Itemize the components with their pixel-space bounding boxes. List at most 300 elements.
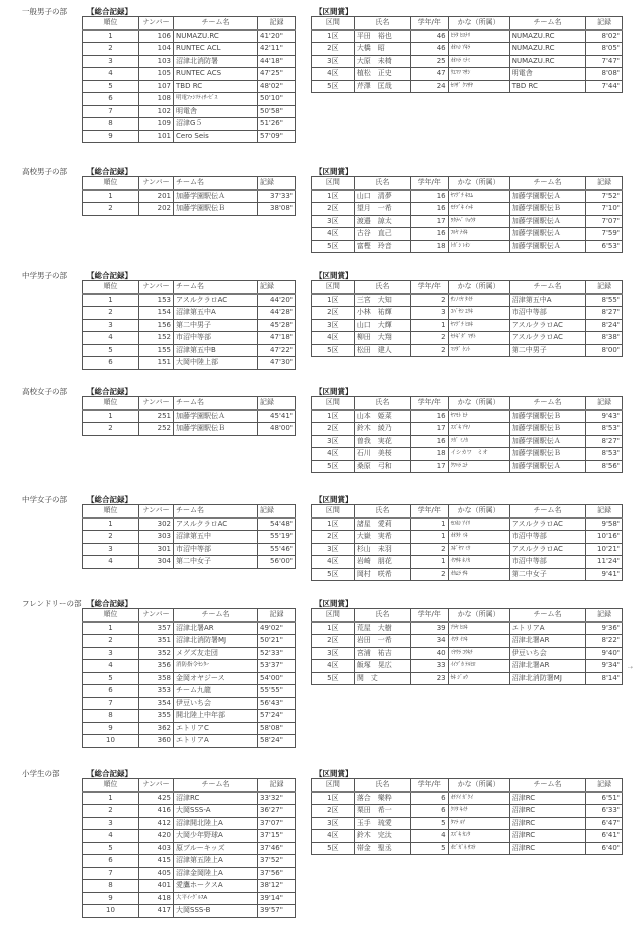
cell-rank: 6 [83,357,139,370]
cell-team: アスルクラロAC [174,294,258,307]
cell-time: 9'34" [586,660,623,673]
overall-results-table [82,504,296,569]
cell-kana: ﾓﾁﾂﾞｷ ｲｯｷ [448,203,509,216]
cell-time: 8'02" [586,30,623,43]
cell-time: 38'08" [258,203,296,216]
cell-team: 市沼中等部 [174,543,258,556]
table-header-row [312,609,623,622]
cell-num: 154 [139,307,174,320]
cell-team: 開北陸上中年部 [174,710,258,723]
column-header-leg: 区間 [312,397,355,410]
cell-time: 10'16" [586,531,623,544]
cell-name: 古谷 直己 [354,228,410,241]
table-row [312,518,623,531]
cell-kana: ｽｷﾞﾔﾏ ﾐｳ [448,543,509,556]
cell-num: 360 [139,735,174,748]
table-row [312,672,623,685]
column-header-leg: 区間 [312,281,355,294]
column-header-leg: 区間 [312,505,355,518]
cell-time: 56'00" [258,556,296,569]
cell-grade: 46 [410,43,448,56]
cell-team: RUNTEC ACL [174,43,258,56]
cell-leg: 2区 [312,43,355,56]
cell-kana: ﾋﾗﾀ ﾋﾛﾅﾘ [448,30,509,43]
cell-name: 曽我 実花 [354,435,410,448]
cell-rank: 5 [83,672,139,685]
section-award-table [311,608,623,685]
cell-team: 加藤学園駅伝Ａ [509,435,585,448]
column-header-team: チーム名 [174,779,258,792]
cell-grade: 16 [410,228,448,241]
table-header-row [312,17,623,30]
cell-rank: 5 [83,842,139,855]
cell-kana: ﾐﾔｳﾗ ｺｳｷﾁ [448,647,509,660]
cell-name: 宮浦 祐吉 [354,647,410,660]
cell-kana: ｻﾝﾉﾐﾔ ﾀｲﾁ [448,294,509,307]
cell-time: 36'27" [258,805,296,818]
cell-leg: 2区 [312,805,355,818]
cell-leg: 2区 [312,531,355,544]
cell-grade: 16 [410,190,448,203]
cell-team: 大岡SSS-A [174,805,258,818]
column-header-leg: 区間 [312,17,355,30]
column-header-grade: 学年/年 [410,609,448,622]
cell-leg: 2区 [312,203,355,216]
table-row [83,319,296,332]
section-award-table [311,778,623,855]
cell-grade: 6 [410,792,448,805]
cell-time: 8'22" [586,635,623,648]
cell-time: 9'58" [586,518,623,531]
cell-team: 沼津北署AR [509,660,585,673]
cell-name: 大橋 昭 [354,43,410,56]
cell-name: 荒屋 大樹 [354,622,410,635]
cell-kana: ｲﾜｻｷ ﾎﾉｶ [448,556,509,569]
cell-time: 56'43" [258,697,296,710]
column-header-team: チーム名 [509,177,585,190]
cell-name: 植松 正史 [354,68,410,81]
cell-name: 大原 未椅 [354,55,410,68]
table-row [83,792,296,805]
cell-num: 355 [139,710,174,723]
cell-team: アスルクラロAC [509,319,585,332]
cell-kana: ｾｷ ｼﾞｮｳ [448,672,509,685]
column-header-time: 記録 [586,177,623,190]
section-award-table [311,176,623,253]
cell-num: 108 [139,93,174,106]
cell-leg: 3区 [312,817,355,830]
cell-leg: 3区 [312,647,355,660]
cell-team: 沼津第五中 [174,531,258,544]
column-header-number: ナンバー [139,609,174,622]
cell-team: RUNTEC ACS [174,68,258,81]
cell-grade: 5 [410,817,448,830]
cell-rank: 3 [83,543,139,556]
overall-results-table [82,280,296,370]
cell-team: 加藤学園駅伝Ｂ [509,410,585,423]
cell-rank: 2 [83,43,139,56]
division-label: 一般男子の部 [22,7,67,16]
cell-grade: 46 [410,30,448,43]
table-row [312,568,623,581]
table-row [312,240,623,253]
cell-time: 8'24" [586,319,623,332]
cell-num: 302 [139,518,174,531]
cell-name: 杉山 未羽 [354,543,410,556]
table-row [83,735,296,748]
cell-num: 109 [139,118,174,131]
cell-num: 418 [139,892,174,905]
column-header-leg: 区間 [312,779,355,792]
overall-results-title: 【総合記録】 [87,387,132,396]
cell-grade: 18 [410,240,448,253]
cell-team: 加藤学園駅伝Ｂ [174,203,258,216]
cell-time: 8'27" [586,435,623,448]
table-header-row [312,281,623,294]
cell-team: アスルクラロAC [509,543,585,556]
column-header-leg: 区間 [312,609,355,622]
cell-team: NUMAZU.RC [509,43,585,56]
cell-leg: 1区 [312,190,355,203]
cell-num: 201 [139,190,174,203]
column-header-name: 氏名 [354,17,410,30]
column-header-grade: 学年/年 [410,17,448,30]
cell-num: 425 [139,792,174,805]
cell-time: 6'53" [586,240,623,253]
cell-team: 明電ﾌｧｼﾘﾃｨｻｰﾋﾞｽ [174,93,258,106]
cell-rank: 7 [83,697,139,710]
cell-leg: 4区 [312,556,355,569]
column-header-kana: かな（所属） [448,397,509,410]
table-row [83,842,296,855]
table-header-row [83,779,296,792]
table-header-row [312,779,623,792]
cell-name: 渡邉 諒太 [354,215,410,228]
cell-team: 第二中女子 [509,568,585,581]
column-header-kana: かな（所属） [448,609,509,622]
cell-time: 47'18" [258,332,296,345]
table-row [312,319,623,332]
division-label: 小学生の部 [22,769,60,778]
cell-name: 山本 姫菜 [354,410,410,423]
overall-results-title: 【総合記録】 [87,599,132,608]
overall-results-table [82,608,296,748]
cell-num: 357 [139,622,174,635]
table-row [312,80,623,93]
table-row [312,68,623,81]
section-award-title: 【区間賞】 [315,495,353,504]
cell-name: 諸星 愛莉 [354,518,410,531]
cell-time: 53'37" [258,660,296,673]
cell-name: 三宮 大知 [354,294,410,307]
cell-team: 沼津金岡陸上A [174,867,258,880]
table-row [83,556,296,569]
cell-num: 155 [139,344,174,357]
table-row [83,344,296,357]
cell-kana: ｾﾘｻﾞ ｸﾏｻﾔ [448,80,509,93]
column-header-rank: 順位 [83,609,139,622]
overall-results-title: 【総合記録】 [87,167,132,176]
cell-kana: ｱﾗﾔ ﾋﾛｷ [448,622,509,635]
cell-rank: 2 [83,635,139,648]
cell-rank: 5 [83,344,139,357]
cell-team: 沼津RC [509,842,585,855]
table-row [312,792,623,805]
cell-time: 50'10" [258,93,296,106]
cell-time: 58'08" [258,722,296,735]
cell-num: 104 [139,43,174,56]
cell-leg: 5区 [312,344,355,357]
cell-rank: 10 [83,905,139,918]
cell-time: 41'20" [258,30,296,43]
cell-grade: 6 [410,805,448,818]
overall-results-table [82,778,296,918]
column-header-time: 記録 [258,609,296,622]
cell-kana: ｵﾁｱｲ ｶﾞｸｲ [448,792,509,805]
cell-time: 10'21" [586,543,623,556]
table-row [83,55,296,68]
section-award-title: 【区間賞】 [315,769,353,778]
table-header-row [83,505,296,518]
cell-num: 420 [139,830,174,843]
cell-rank: 7 [83,105,139,118]
section-award-title: 【区間賞】 [315,387,353,396]
table-row [83,43,296,56]
column-header-rank: 順位 [83,281,139,294]
cell-team: 沼津RC [509,830,585,843]
column-header-number: ナンバー [139,281,174,294]
table-row [83,855,296,868]
cell-team: 明電舎 [174,105,258,118]
cell-time: 44'20" [258,294,296,307]
cell-kana: ｵｵﾀｹ ﾐｷ [448,531,509,544]
cell-name: 玉手 琉愛 [354,817,410,830]
cell-time: 50'21" [258,635,296,648]
table-header-row [312,505,623,518]
cell-time: 37'46" [258,842,296,855]
division-label: 高校男子の部 [22,167,67,176]
cell-leg: 2区 [312,307,355,320]
cell-leg: 4区 [312,332,355,345]
section-award-title: 【区間賞】 [315,167,353,176]
column-header-number: ナンバー [139,397,174,410]
cell-time: 47'22" [258,344,296,357]
cell-rank: 6 [83,685,139,698]
cell-rank: 1 [83,190,139,203]
column-header-time: 記録 [258,397,296,410]
overall-results-title: 【総合記録】 [87,7,132,16]
overall-results-table [82,16,296,143]
cell-team: 加藤学園駅伝Ｂ [174,423,258,436]
cell-team: Cero Seis [174,130,258,143]
cell-time: 42'11" [258,43,296,56]
cell-grade: 39 [410,622,448,635]
cell-kana: ﾔﾏｸﾞﾁ ﾋﾛｷ [448,319,509,332]
cell-rank: 8 [83,880,139,893]
column-header-team: チーム名 [174,505,258,518]
column-header-team: チーム名 [509,17,585,30]
cell-grade: 17 [410,423,448,436]
table-row [83,660,296,673]
cell-team: 加藤学園駅伝Ａ [509,190,585,203]
overall-results-title: 【総合記録】 [87,271,132,280]
cell-num: 107 [139,80,174,93]
cell-rank: 1 [83,518,139,531]
cell-team: アスルクラロAC [509,518,585,531]
table-row [312,228,623,241]
cell-kana: ｵｶﾑﾗ ｻｷ [448,568,509,581]
cell-grade: 1 [410,556,448,569]
cell-grade: 2 [410,294,448,307]
column-header-team: チーム名 [174,177,258,190]
cell-kana: ﾌﾙﾔ ﾅｵｷ [448,228,509,241]
cell-rank: 4 [83,332,139,345]
table-row [312,332,623,345]
column-header-time: 記録 [586,609,623,622]
cell-time: 7'07" [586,215,623,228]
cell-kana: ﾏﾂﾀﾞ ｹﾝﾄ [448,344,509,357]
column-header-rank: 順位 [83,177,139,190]
cell-kana: ｿｶﾞ ﾐﾉｶ [448,435,509,448]
cell-team: 市沼中等部 [509,307,585,320]
cell-num: 202 [139,203,174,216]
cell-time: 9'41" [586,568,623,581]
cell-team: 消防指令ｾﾝﾀｰ [174,660,258,673]
cell-time: 8'38" [586,332,623,345]
cell-team: 加藤学園駅伝Ａ [174,410,258,423]
table-row [312,448,623,461]
table-row [83,710,296,723]
column-header-grade: 学年/年 [410,177,448,190]
overall-results-title: 【総合記録】 [87,769,132,778]
cell-num: 251 [139,410,174,423]
cell-time: 7'10" [586,203,623,216]
cell-team: 伊豆いち会 [174,697,258,710]
table-row [83,518,296,531]
cell-time: 54'48" [258,518,296,531]
cell-team: 沼津北消防署 [174,55,258,68]
cell-time: 48'00" [258,423,296,436]
cell-grade: 25 [410,55,448,68]
section-award-title: 【区間賞】 [315,271,353,280]
cell-kana: ｵｵﾊｼ ｱｷﾗ [448,43,509,56]
cell-grade: 17 [410,460,448,473]
cell-team: 伊豆いち会 [509,647,585,660]
column-header-leg: 区間 [312,177,355,190]
cell-team: 大岡少年野球A [174,830,258,843]
column-header-kana: かな（所属） [448,281,509,294]
cell-grade: 2 [410,543,448,556]
cell-name: 芹澤 匡哉 [354,80,410,93]
cell-name: 松田 建人 [354,344,410,357]
table-row [83,905,296,918]
cell-leg: 3区 [312,543,355,556]
cell-kana: ﾓﾛﾎｼ ｱｲﾘ [448,518,509,531]
table-row [83,203,296,216]
overall-results-table [82,396,296,436]
cell-grade: 2 [410,332,448,345]
table-row [83,410,296,423]
cell-team: 市沼中等部 [509,531,585,544]
cell-team: 沼津G５ [174,118,258,131]
cell-kana: ﾜﾀﾅﾍﾞ ﾘｮｳﾀ [448,215,509,228]
column-header-number: ナンバー [139,505,174,518]
cell-team: 大岡中陸上部 [174,357,258,370]
cell-name: 落合 樂粋 [354,792,410,805]
cell-grade: 17 [410,215,448,228]
cell-rank: 2 [83,805,139,818]
table-header-row [312,177,623,190]
table-row [312,435,623,448]
column-header-time: 記録 [586,17,623,30]
column-header-grade: 学年/年 [410,281,448,294]
cell-rank: 1 [83,792,139,805]
cell-time: 8'56" [586,460,623,473]
table-row [312,460,623,473]
column-header-team: チーム名 [174,281,258,294]
cell-rank: 1 [83,30,139,43]
cell-leg: 2区 [312,635,355,648]
cell-kana: ﾀﾏﾃ ﾙｱ [448,817,509,830]
cell-time: 55'46" [258,543,296,556]
cell-num: 358 [139,672,174,685]
table-row [83,68,296,81]
division-label: 高校女子の部 [22,387,67,396]
table-row [83,892,296,905]
table-row [312,817,623,830]
column-header-time: 記録 [258,177,296,190]
table-header-row [83,397,296,410]
cell-team: 明電舎 [509,68,585,81]
cell-rank: 8 [83,118,139,131]
cell-rank: 2 [83,203,139,216]
column-header-team: チーム名 [174,397,258,410]
table-row [83,531,296,544]
cell-leg: 4区 [312,830,355,843]
cell-num: 356 [139,660,174,673]
section-award-table [311,396,623,473]
overall-results-title: 【総合記録】 [87,495,132,504]
cell-rank: 2 [83,531,139,544]
cell-team: 沼津北消防署MJ [174,635,258,648]
table-row [312,307,623,320]
cell-team: 沼津第五陸上A [174,855,258,868]
cell-num: 105 [139,68,174,81]
cell-leg: 3区 [312,319,355,332]
cell-team: エトリアC [174,722,258,735]
cell-team: 第二中男子 [174,319,258,332]
table-row [83,880,296,893]
cell-time: 52'33" [258,647,296,660]
column-header-grade: 学年/年 [410,397,448,410]
column-header-name: 氏名 [354,177,410,190]
cell-leg: 3区 [312,215,355,228]
table-row [312,556,623,569]
cell-time: 7'47" [586,55,623,68]
cell-team: 原ブルーキッズ [174,842,258,855]
cell-num: 151 [139,357,174,370]
cell-num: 417 [139,905,174,918]
table-row [312,203,623,216]
cell-team: 加藤学園駅伝Ａ [509,228,585,241]
cell-rank: 2 [83,423,139,436]
cell-team: NUMAZU.RC [509,55,585,68]
cell-time: 55'19" [258,531,296,544]
cell-name: 柳田 大翔 [354,332,410,345]
column-header-rank: 順位 [83,779,139,792]
cell-team: TBD RC [509,80,585,93]
cell-grade: 16 [410,435,448,448]
